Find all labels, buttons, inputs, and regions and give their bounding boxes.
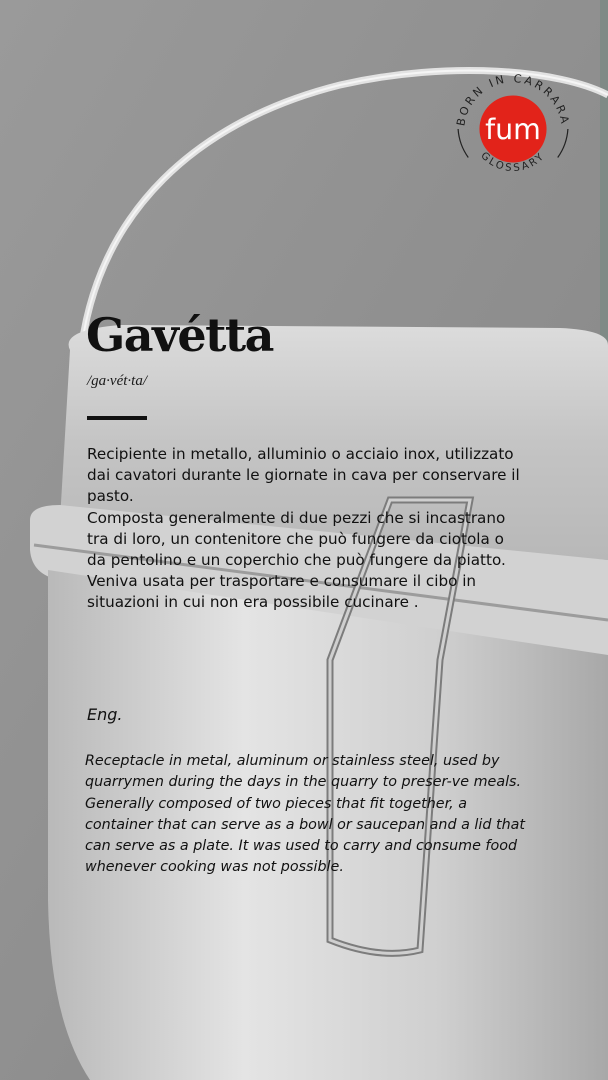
- english-paragraph: Receptacle in metal, aluminum or stainless steel, used by quarrymen during the days in the quarry to preser-ve meals.: [85, 753, 522, 791]
- phonetic-transcription: /ga·vét·ta/: [87, 373, 147, 389]
- english-label: Eng.: [87, 705, 123, 724]
- english-definition: [85, 751, 530, 879]
- italian-paragraph: Recipiente in metallo, alluminio o acciaio inox, utilizzato dai cavatori durante le giornate in cava per conservare il pasto.: [87, 445, 520, 506]
- italian-definition: [87, 444, 527, 614]
- italian-paragraph: Composta generalmente di due pezzi che si incastrano tra di loro, un contenitore che può fungere da ciotola o da pentolino e un coperchio che può fungere da piatto. Veniva usata per trasportare e consumare il cibo in situazioni in cui non era possibile cucinare .: [87, 508, 506, 612]
- svg-text:GLOSSARY: GLOSSARY: [478, 150, 548, 175]
- english-paragraph: Generally composed of two pieces that fit together, a container that can serve as a bowl or saucepan and a lid that can serve as a plate. It was used to carry and consume food whenever cooking was not possible.: [85, 795, 525, 876]
- svg-text:BORN IN CARRARA: BORN IN CARRARA: [454, 72, 572, 128]
- glossary-term-title: Gavétta: [86, 308, 273, 362]
- svg-text:fum: fum: [485, 113, 541, 147]
- title-divider: [87, 416, 147, 420]
- born-in-carrara-glossary-logo: [452, 68, 574, 190]
